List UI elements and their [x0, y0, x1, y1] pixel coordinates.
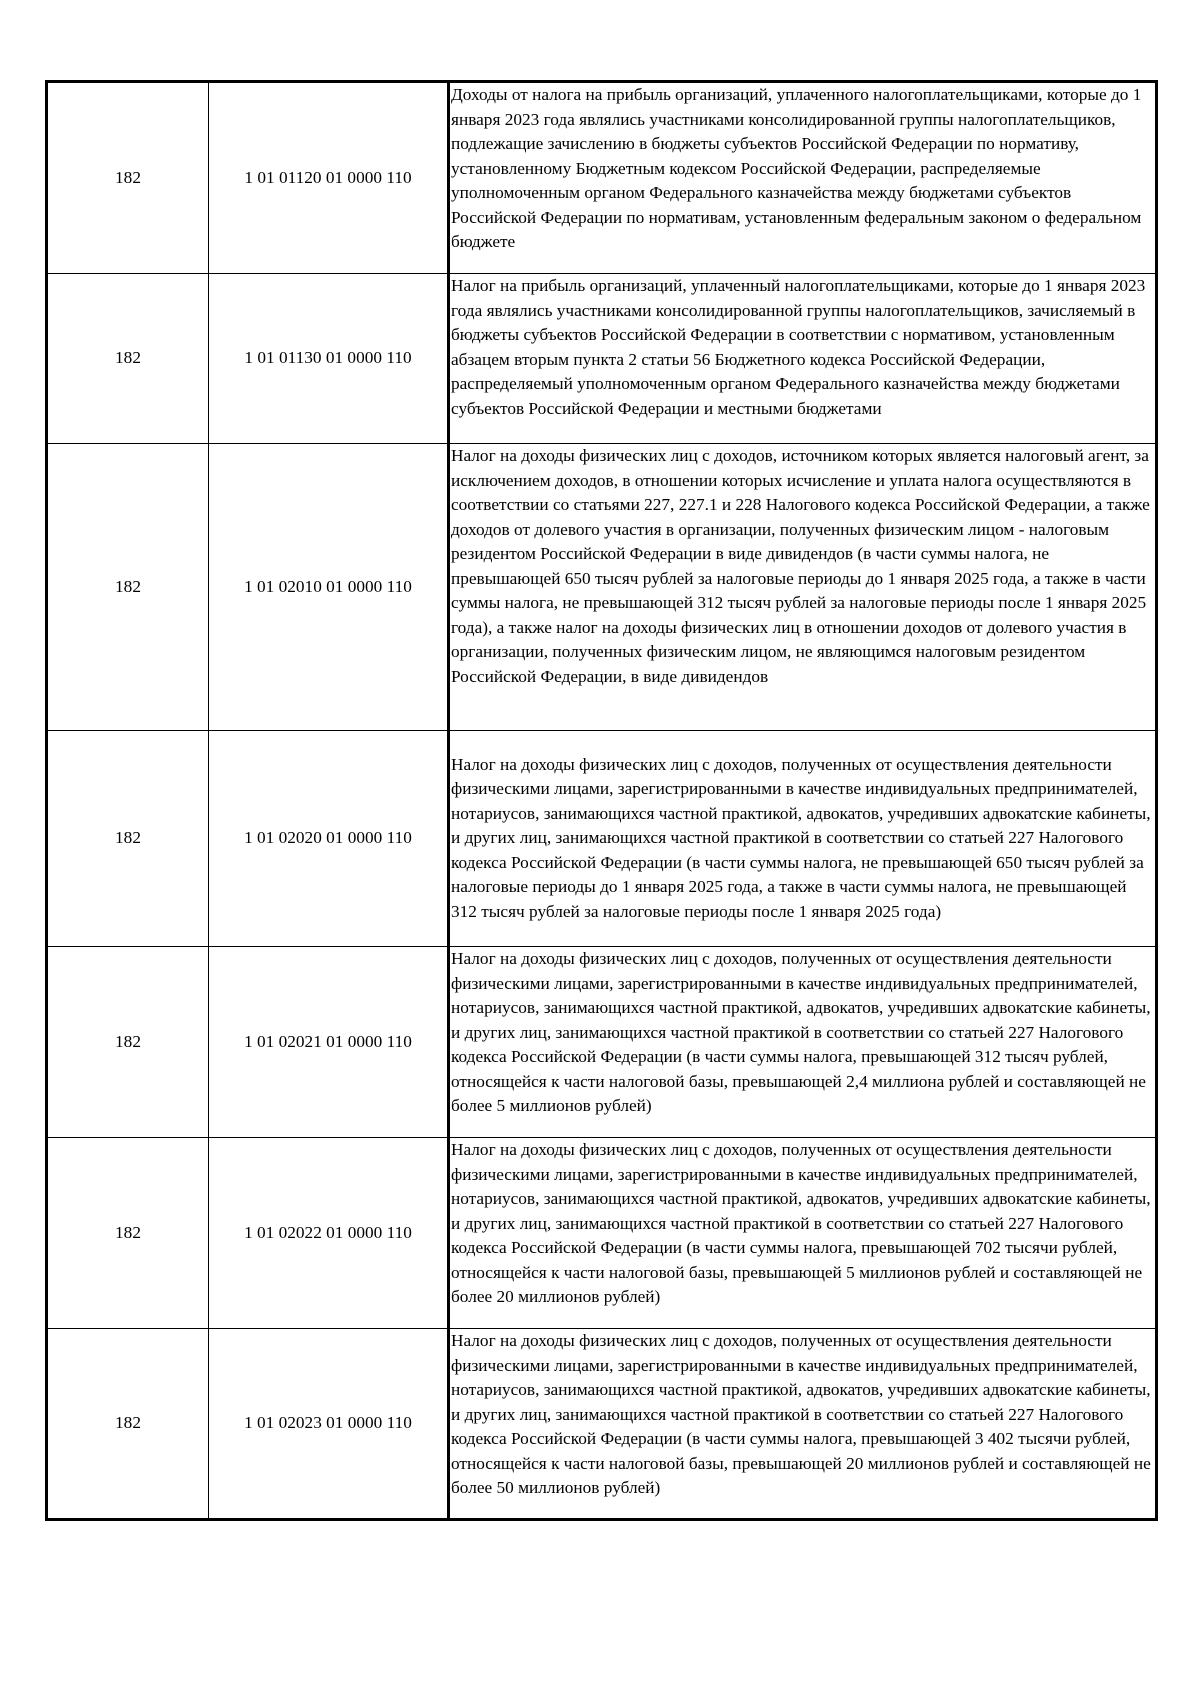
budget-classification-code-cell: 1 01 02020 01 0000 110: [209, 731, 449, 947]
budget-classification-code-cell: 1 01 01120 01 0000 110: [209, 82, 449, 274]
administrator-code-cell: 182: [47, 731, 209, 947]
revenue-codes-table: [45, 80, 1158, 1521]
budget-classification-code-cell: 1 01 02010 01 0000 110: [209, 444, 449, 731]
administrator-code-cell: 182: [47, 444, 209, 731]
table-row: [47, 444, 1157, 731]
revenue-description-cell: Налог на доходы физических лиц с доходов, полученных от осуществления деятельности физическими лицами, зарегистрированными в качестве индивидуальных предпринимателей, нотариусов, занимающихся частной практикой, адвокатов, учредивших адвокатские кабинеты, и других лиц, занимающихся частной практикой в соответствии со статьей 227 Налогового кодекса Российской Федерации (в части суммы налога, превышающей 3 402 тысячи рублей, относящейся к части налоговой базы, превышающей 20 миллионов рублей и составляющей не более 50 миллионов рублей): [449, 1329, 1157, 1520]
budget-classification-code-cell: 1 01 02022 01 0000 110: [209, 1138, 449, 1329]
administrator-code-cell: 182: [47, 1138, 209, 1329]
budget-classification-code-cell: 1 01 02023 01 0000 110: [209, 1329, 449, 1520]
revenue-description-cell: Налог на прибыль организаций, уплаченный налогоплательщиками, которые до 1 января 2023 года являлись участниками консолидированной группы налогоплательщиков, зачисляемый в бюджеты субъектов Российской Федерации в соответствии с нормативом, установленным абзацем вторым пункта 2 статьи 56 Бюджетного кодекса Российской Федерации, распределяемый уполномоченным органом Федерального казначейства между бюджетами субъектов Российской Федерации и местными бюджетами: [449, 274, 1157, 444]
table-row: [47, 1329, 1157, 1520]
administrator-code-cell: 182: [47, 1329, 209, 1520]
administrator-code-cell: 182: [47, 274, 209, 444]
budget-classification-code-cell: 1 01 01130 01 0000 110: [209, 274, 449, 444]
revenue-description-cell: Налог на доходы физических лиц с доходов, полученных от осуществления деятельности физическими лицами, зарегистрированными в качестве индивидуальных предпринимателей, нотариусов, занимающихся частной практикой, адвокатов, учредивших адвокатские кабинеты, и других лиц, занимающихся частной практикой в соответствии со статьей 227 Налогового кодекса Российской Федерации (в части суммы налога, превышающей 702 тысячи рублей, относящейся к части налоговой базы, превышающей 5 миллионов рублей и составляющей не более 20 миллионов рублей): [449, 1138, 1157, 1329]
administrator-code-cell: 182: [47, 947, 209, 1138]
revenue-description-cell: Налог на доходы физических лиц с доходов, полученных от осуществления деятельности физическими лицами, зарегистрированными в качестве индивидуальных предпринимателей, нотариусов, занимающихся частной практикой, адвокатов, учредивших адвокатские кабинеты, и других лиц, занимающихся частной практикой в соответствии со статьей 227 Налогового кодекса Российской Федерации (в части суммы налога, превышающей 312 тысяч рублей, относящейся к части налоговой базы, превышающей 2,4 миллиона рублей и составляющей не более 5 миллионов рублей): [449, 947, 1157, 1138]
table-row: [47, 947, 1157, 1138]
revenue-description-cell: Налог на доходы физических лиц с доходов, полученных от осуществления деятельности физическими лицами, зарегистрированными в качестве индивидуальных предпринимателей, нотариусов, занимающихся частной практикой, адвокатов, учредивших адвокатские кабинеты, и других лиц, занимающихся частной практикой в соответствии со статьей 227 Налогового кодекса Российской Федерации (в части суммы налога, не превышающей 650 тысяч рублей за налоговые периоды до 1 января 2025 года, а также в части суммы налога, не превышающей 312 тысяч рублей за налоговые периоды после 1 января 2025 года): [449, 731, 1157, 947]
budget-classification-code-cell: 1 01 02021 01 0000 110: [209, 947, 449, 1138]
table-row: [47, 1138, 1157, 1329]
revenue-description-cell: Доходы от налога на прибыль организаций, уплаченного налогоплательщиками, которые до 1 января 2023 года являлись участниками консолидированной группы налогоплательщиков, подлежащие зачислению в бюджеты субъектов Российской Федерации по нормативу, установленному Бюджетным кодексом Российской Федерации, распределяемые уполномоченным органом Федерального казначейства между бюджетами субъектов Российской Федерации по нормативам, установленным федеральным законом о федеральном бюджете: [449, 82, 1157, 274]
administrator-code-cell: 182: [47, 82, 209, 274]
table-row: [47, 274, 1157, 444]
table-row: [47, 731, 1157, 947]
revenue-description-cell: Налог на доходы физических лиц с доходов, источником которых является налоговый агент, за исключением доходов, в отношении которых исчисление и уплата налога осуществляются в соответствии со статьями 227, 227.1 и 228 Налогового кодекса Российской Федерации, а также доходов от долевого участия в организации, полученных физическим лицом - налоговым резидентом Российской Федерации в виде дивидендов (в части суммы налога, не превышающей 650 тысяч рублей за налоговые периоды до 1 января 2025 года, а также в части суммы налога, не превышающей 312 тысяч рублей за налоговые периоды после 1 января 2025 года), а также налог на доходы физических лиц в отношении доходов от долевого участия в организации, полученных физическим лицом, не являющимся налоговым резидентом Российской Федерации, в виде дивидендов: [449, 444, 1157, 731]
table-row: [47, 82, 1157, 274]
